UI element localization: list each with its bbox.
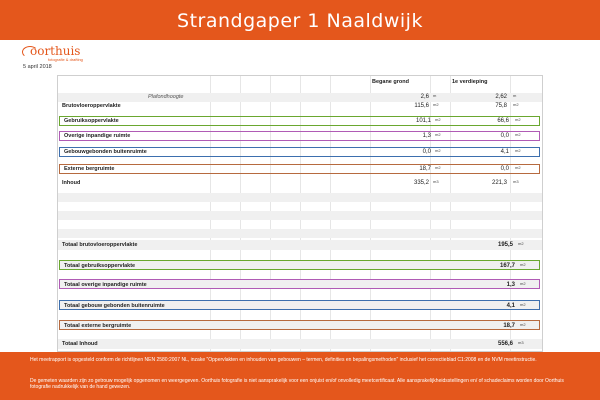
total-value: 1,3	[506, 282, 515, 288]
unit: m2	[435, 117, 441, 122]
total-gebouwgebonden-buitenruimte	[59, 300, 540, 310]
unit: m2	[515, 165, 521, 170]
unit: m2	[515, 132, 521, 137]
row-label: Gebruiksoppervlakte	[64, 118, 119, 124]
row-externe-bergruimte	[59, 164, 540, 174]
row-label: Externe bergruimte	[64, 166, 115, 172]
value-1e-verdieping: 75,8	[495, 103, 507, 109]
footer-disclaimer-liability: De gemeten waarden zijn zo getrouw mogelijk opgenomen en weergegeven. Oorthuis fotografie is niet aansprakelijk voor een onjuist en/of onvolledig meetcertificaat. Alle aansprakelijkheidsstellingen en/ of schadeclaims worden door Oorthuis fotografie nadrukkelijk van de hand gewezen.	[30, 378, 564, 390]
value-1e-verdieping: 0,0	[500, 133, 509, 139]
page-header	[0, 0, 600, 40]
value-begane-grond: 2,6	[420, 94, 429, 100]
row-label: Brutovloeroppervlakte	[62, 103, 121, 109]
unit: m2	[515, 117, 521, 122]
unit: m2	[518, 241, 524, 246]
total-label: Totaal gebouw gebonden buitenruimte	[64, 303, 165, 309]
unit: m3	[513, 179, 519, 184]
total-value: 18,7	[503, 323, 515, 329]
total-label: Totaal Inhoud	[62, 341, 98, 347]
unit: m3	[433, 179, 439, 184]
total-label: Totaal brutovloeroppervlakte	[62, 242, 138, 248]
row-label: Inhoud	[62, 180, 81, 186]
total-gebruiksoppervlakte	[59, 260, 540, 270]
total-label: Totaal overige inpandige ruimte	[64, 282, 147, 288]
row-label: Overige inpandige ruimte	[64, 133, 131, 139]
total-overige-inpandige-ruimte	[59, 279, 540, 289]
value-1e-verdieping: 66,6	[497, 118, 509, 124]
total-label: Totaal gebruiksoppervlakte	[64, 263, 136, 269]
unit: m2	[435, 132, 441, 137]
unit: m2	[520, 322, 526, 327]
total-brutovloeroppervlakte	[58, 240, 542, 250]
total-value: 556,6	[497, 341, 513, 347]
value-begane-grond: 18,7	[419, 166, 431, 172]
total-value: 195,5	[497, 242, 513, 248]
report-date: 5 april 2018	[23, 64, 52, 70]
row-overige-inpandige-ruimte	[59, 131, 540, 141]
page-footer	[0, 352, 600, 400]
row-inhoud	[58, 179, 542, 188]
logo-tagline: fotografie & drafting	[48, 57, 83, 62]
value-1e-verdieping: 2,62	[495, 94, 507, 100]
total-externe-bergruimte	[59, 320, 540, 330]
unit: m2	[433, 102, 439, 107]
unit: m2	[520, 281, 526, 286]
row-label: Plafondhoogte	[148, 94, 184, 100]
value-1e-verdieping: 0,0	[500, 166, 509, 172]
logo-wordmark: oorthuis	[30, 44, 81, 58]
value-begane-grond: 335,2	[413, 180, 429, 186]
unit: m2	[513, 102, 519, 107]
unit: m2	[435, 148, 441, 153]
row-gebruiksoppervlakte	[59, 116, 540, 126]
unit: m2	[515, 148, 521, 153]
page-title: Strandgaper 1 Naaldwijk	[177, 10, 423, 32]
value-begane-grond: 115,6	[414, 103, 429, 109]
row-label: Gebouwgebonden buitenruimte	[64, 149, 147, 155]
measurement-sheet	[57, 75, 543, 352]
footer-disclaimer-norm: Het meetrapport is opgesteld conform de richtlijnen NEN 2580:2007 NL, inzake "Oppervlakten en inhouden van gebouwen – termen, definities en bepalingsmethoden" inclusief het correctieblad C1:2008 en de NVM meetinstructie.	[30, 357, 537, 363]
value-1e-verdieping: 221,3	[491, 180, 507, 186]
total-label: Totaal externe bergruimte	[64, 323, 132, 329]
total-inhoud	[58, 339, 542, 349]
unit: m	[513, 93, 517, 98]
row-brutovloeroppervlakte	[58, 102, 542, 111]
unit: m2	[435, 165, 441, 170]
unit: m2	[520, 302, 526, 307]
value-begane-grond: 0,0	[422, 149, 431, 155]
value-begane-grond: 1,3	[422, 133, 431, 139]
unit: m3	[518, 340, 524, 345]
total-value: 167,7	[499, 263, 515, 269]
row-gebouwgebonden-buitenruimte	[59, 147, 540, 157]
column-header-1e-verdieping: 1e verdieping	[452, 79, 488, 85]
total-value: 4,1	[506, 303, 515, 309]
oorthuis-logo	[22, 44, 112, 62]
column-header-begane-grond: Begane grond	[372, 79, 409, 85]
unit: m	[433, 93, 437, 98]
value-begane-grond: 101,1	[415, 118, 431, 124]
unit: m2	[520, 262, 526, 267]
row-plafondhoogte	[58, 93, 542, 102]
value-1e-verdieping: 4,1	[500, 149, 509, 155]
